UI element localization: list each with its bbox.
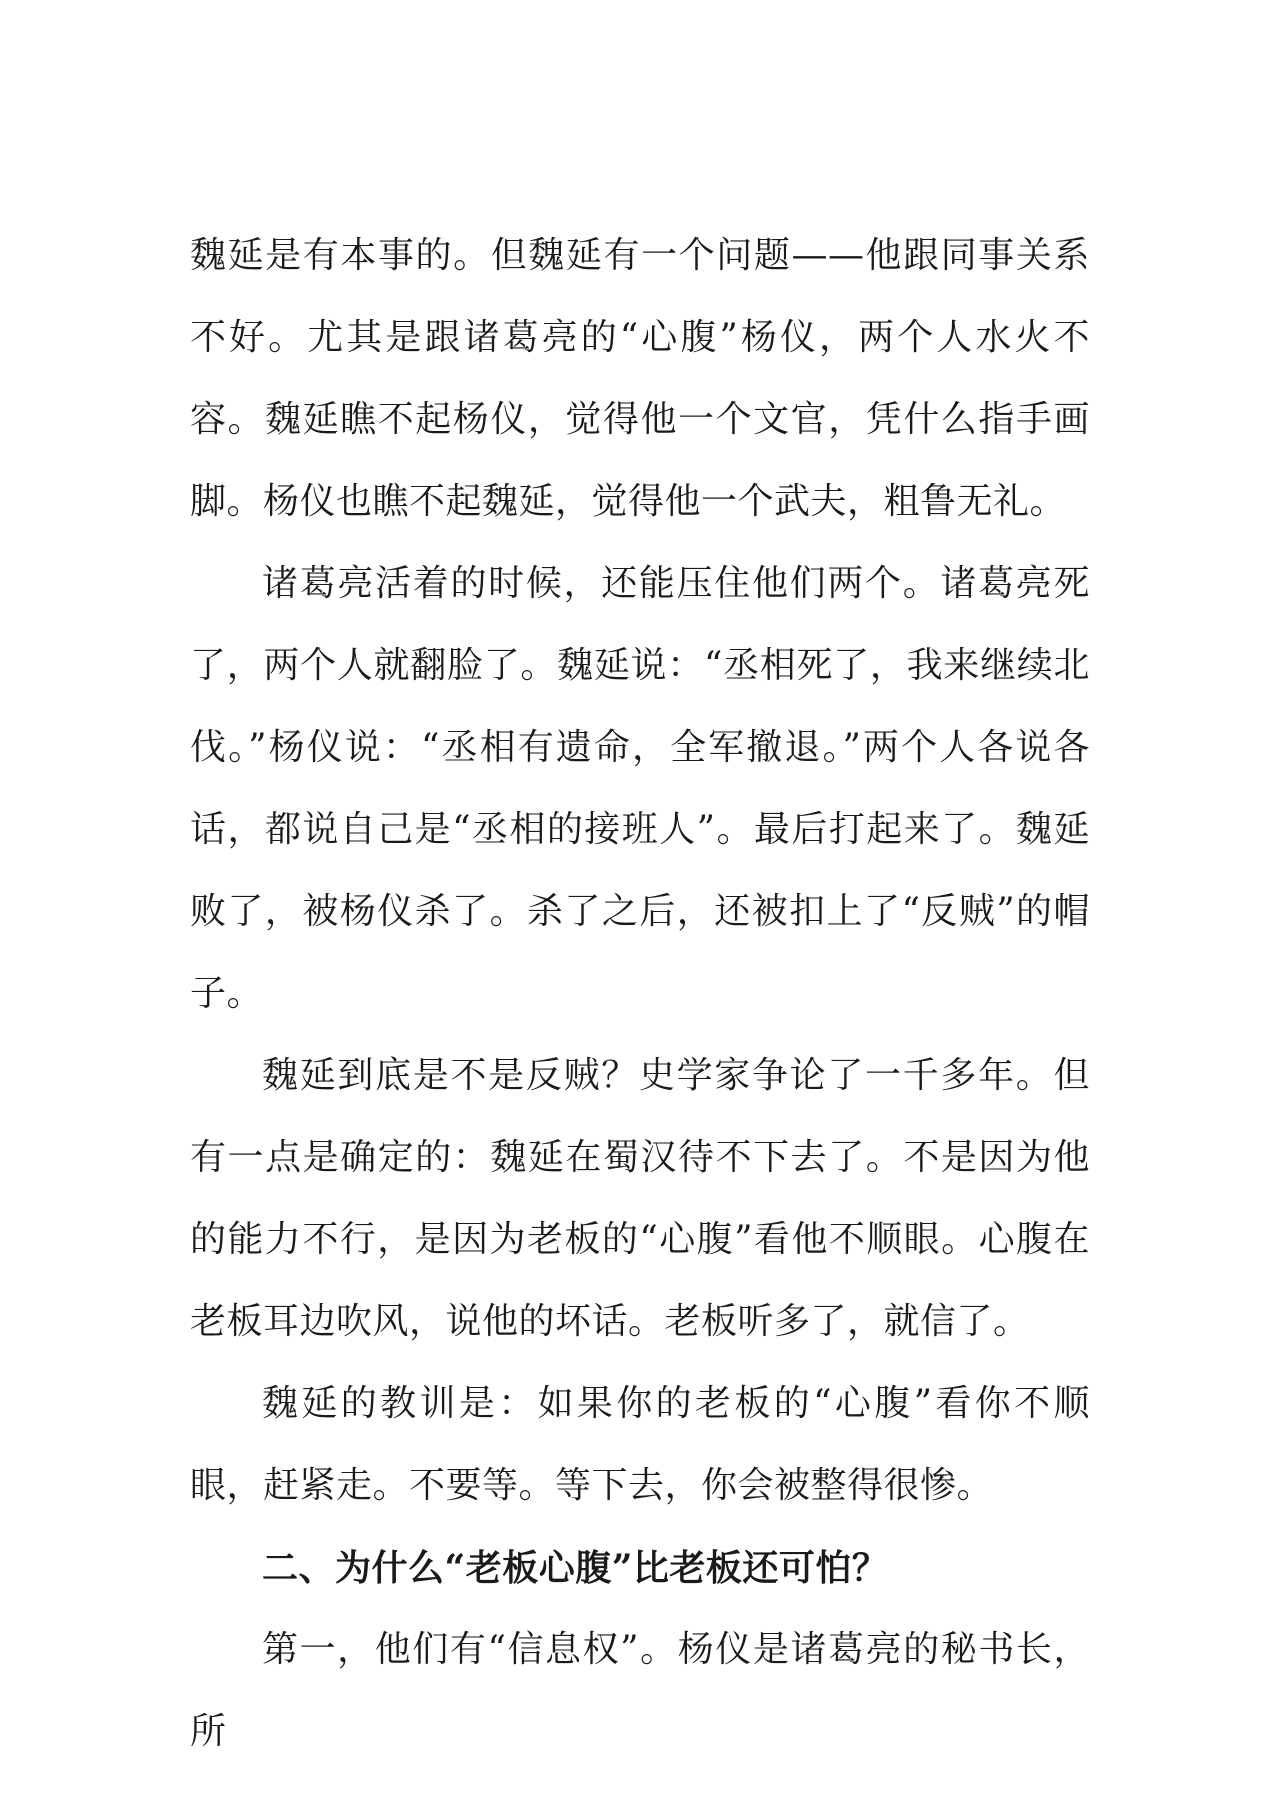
paragraph-2: 诸葛亮活着的时候，还能压住他们两个。诸葛亮死了，两个人就翻脸了。魏延说：“丞相死了，我来继续北伐。”杨仪说：“丞相有遗命，全军撤退。”两个人各说各话，都说自己是“丞相的接班人”。最后打起来了。魏延败了，被杨仪杀了。杀了之后，还被扣上了“反贼”的帽子。 (190, 563, 1090, 1014)
paragraph-4: 魏延的教训是：如果你的老板的“心腹”看你不顺眼，赶紧走。不要等。等下去，你会被整得很惨。 (190, 1383, 1090, 1506)
paragraph-3: 魏延到底是不是反贼？史学家争论了一千多年。但有一点是确定的：魏延在蜀汉待不下去了。不是因为他的能力不行，是因为老板的“心腹”看他不顺眼。心腹在老板耳边吹风，说他的坏话。老板听多了，就信了。 (190, 1055, 1090, 1342)
paragraph-1: 魏延是有本事的。但魏延有一个问题——他跟同事关系不好。尤其是跟诸葛亮的“心腹”杨仪，两个人水火不容。魏延瞧不起杨仪，觉得他一个文官，凭什么指手画脚。杨仪也瞧不起魏延，觉得他一个武夫，粗鲁无礼。 (190, 235, 1090, 522)
paragraph-5: 第一，他们有“信息权”。杨仪是诸葛亮的秘书长，所 (190, 1629, 1090, 1752)
section-heading: 二、为什么“老板心腹”比老板还可怕？ (262, 1547, 889, 1589)
document-body (190, 215, 1090, 1773)
